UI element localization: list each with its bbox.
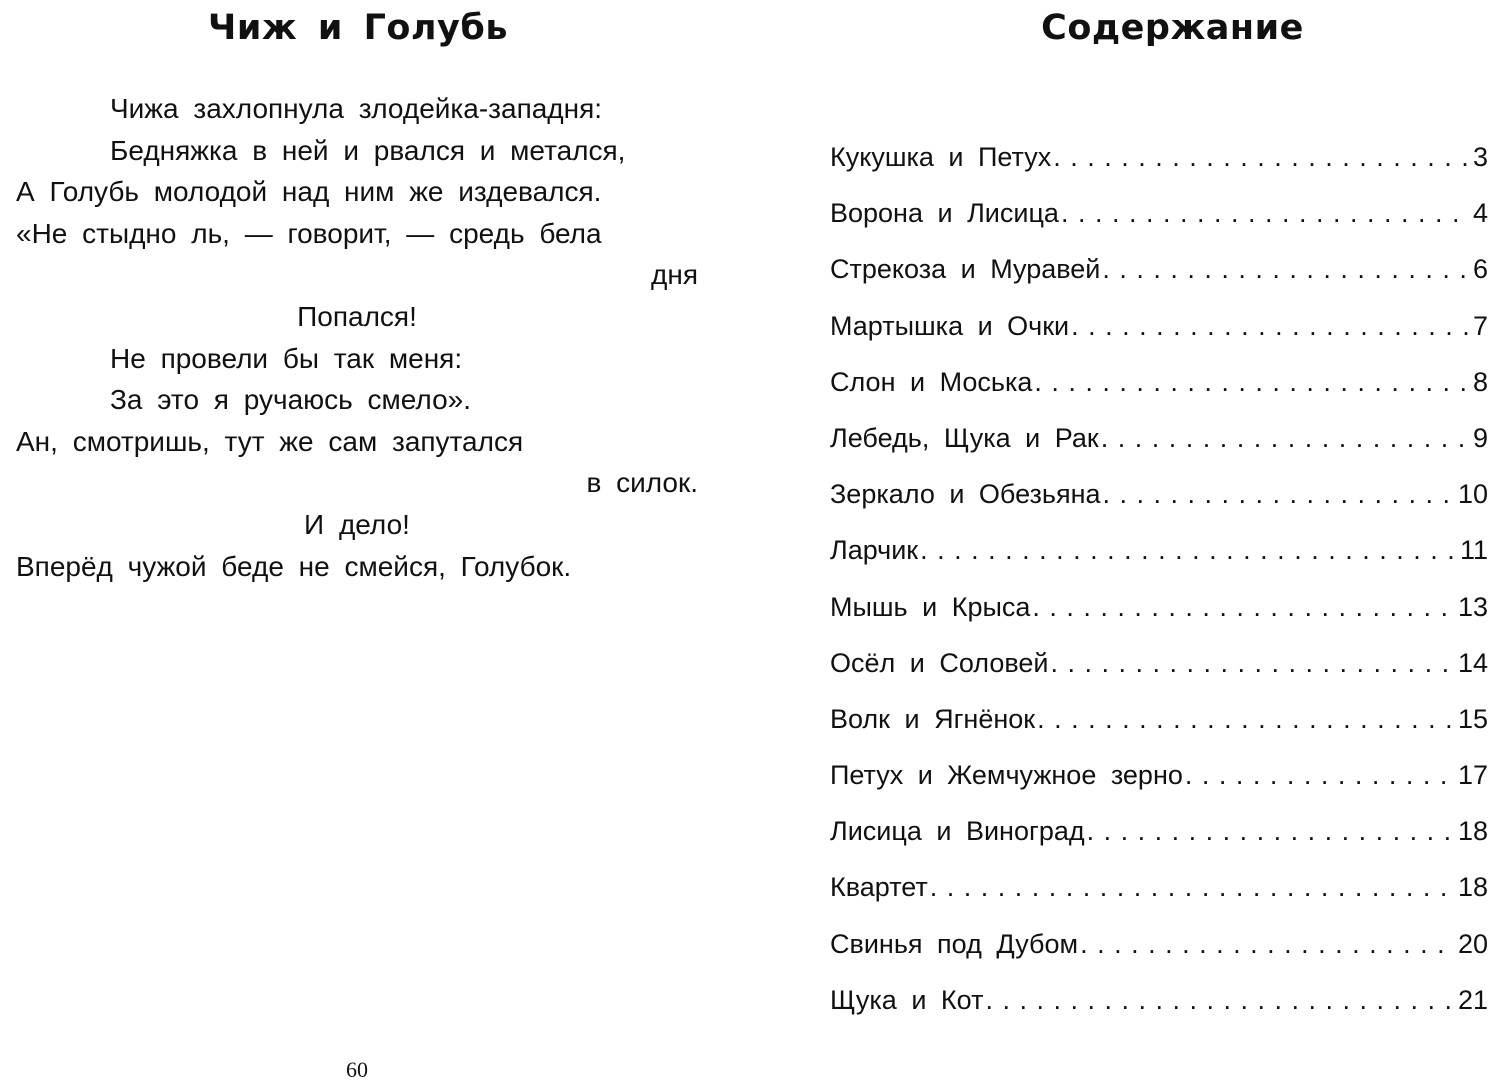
poem-line: За это я ручаюсь смело». <box>110 384 471 416</box>
toc-entry-title: Квартет <box>830 872 928 903</box>
toc-entry-page: 20 <box>1457 928 1488 959</box>
poem-line: Ан, смотришь, тут же сам запутался <box>16 425 524 457</box>
toc-entry-title: Щука и Кот <box>830 984 984 1015</box>
toc-entry[interactable] <box>830 529 1488 585</box>
toc-entry-title: Стрекоза и Муравей <box>830 254 1101 285</box>
toc-entry[interactable] <box>830 866 1488 922</box>
toc-entry-title: Зеркало и Обезьяна <box>830 479 1101 510</box>
toc-entry[interactable] <box>830 248 1488 304</box>
poem-line: в силок. <box>586 467 698 499</box>
toc-entry[interactable] <box>830 417 1488 473</box>
toc-entry-title: Ларчик <box>830 535 919 566</box>
page-number: 60 <box>346 1057 368 1082</box>
toc-entry-page: 17 <box>1457 760 1488 791</box>
toc-entry-page: 8 <box>1472 366 1488 397</box>
toc-entry-title: Петух и Жемчужное зерно <box>830 760 1183 791</box>
poem-line: Чижа захлопнула злодейка-западня: <box>110 93 603 124</box>
table-of-contents <box>830 136 1488 1035</box>
toc-entry-title: Слон и Моська <box>830 366 1033 397</box>
toc-entry-page: 18 <box>1457 872 1488 903</box>
toc-entry-page: 10 <box>1457 479 1488 510</box>
toc-entry[interactable] <box>830 192 1488 248</box>
toc-dot-leader <box>1185 754 1456 796</box>
poem-line: «Не стыдно ль, — говорит, — средь бела <box>16 217 602 249</box>
toc-dot-leader <box>1071 305 1471 347</box>
toc-entry[interactable] <box>830 305 1488 361</box>
toc-entry-title: Свинья под Дубом <box>830 928 1079 959</box>
toc-entry-page: 4 <box>1472 198 1488 229</box>
toc-entry[interactable] <box>830 754 1488 810</box>
toc-entry-page: 7 <box>1472 310 1488 341</box>
toc-entry-page: 14 <box>1457 647 1488 678</box>
poem-line: Бедняжка в ней и рвался и метался, <box>110 134 626 166</box>
toc-dot-leader <box>1080 923 1456 965</box>
toc-dot-leader <box>1051 642 1456 684</box>
toc-entry-title: Мышь и Крыса <box>830 591 1031 622</box>
poem-line: А Голубь молодой над ним же издевался. <box>16 176 602 208</box>
toc-entry-page: 6 <box>1472 254 1488 285</box>
toc-entry-title: Осёл и Соловей <box>830 647 1049 678</box>
toc-entry[interactable] <box>830 136 1488 192</box>
toc-entry-page: 13 <box>1457 591 1488 622</box>
toc-entry-title: Волк и Ягнёнок <box>830 703 1036 734</box>
right-page <box>760 0 1500 1092</box>
toc-entry-title: Кукушка и Петух <box>830 142 1052 172</box>
toc-entry[interactable] <box>830 810 1488 866</box>
poem-line: Не провели бы так меня: <box>110 342 463 374</box>
toc-entry-page: 11 <box>1459 535 1488 566</box>
toc-entry[interactable] <box>830 923 1488 979</box>
toc-entry[interactable] <box>830 642 1488 698</box>
poem-body <box>16 88 698 587</box>
toc-dot-leader <box>1087 810 1456 852</box>
toc-entry-page: 9 <box>1472 422 1488 453</box>
toc-dot-leader <box>920 529 1458 571</box>
toc-entry-page: 21 <box>1457 984 1488 1015</box>
toc-entry[interactable] <box>830 473 1488 529</box>
toc-dot-leader <box>1032 586 1456 628</box>
toc-dot-leader <box>1034 361 1471 403</box>
toc-dot-leader <box>1061 192 1471 234</box>
toc-entry-title: Ворона и Лисица <box>830 198 1059 229</box>
toc-dot-leader <box>1102 248 1471 290</box>
toc-entry[interactable] <box>830 586 1488 642</box>
toc-entry-page: 15 <box>1457 703 1488 734</box>
toc-entry-title: Мартышка и Очки <box>830 310 1070 341</box>
toc-entry[interactable] <box>830 979 1488 1035</box>
toc-dot-leader <box>1101 417 1471 459</box>
poem-line: И дело! <box>304 508 410 540</box>
toc-entry-page: 3 <box>1472 142 1488 172</box>
toc-dot-leader <box>985 979 1456 1021</box>
poem-line: Попался! <box>297 300 417 332</box>
poem-line: Вперёд чужой беде не смейся, Голубок. <box>16 550 572 582</box>
toc-dot-leader <box>1053 136 1471 178</box>
toc-dot-leader <box>1103 473 1456 515</box>
toc-dot-leader <box>1037 698 1456 740</box>
left-page <box>0 0 720 1092</box>
toc-dot-leader <box>930 866 1456 908</box>
poem-title: Чиж и Голубь <box>208 8 508 48</box>
poem-line: дня <box>651 259 698 291</box>
toc-entry-title: Лебедь, Щука и Рак <box>830 422 1099 453</box>
toc-entry-title: Лисица и Виноград <box>830 816 1085 847</box>
contents-title: Содержание <box>1041 8 1304 48</box>
toc-entry-page: 18 <box>1457 816 1488 847</box>
toc-entry[interactable] <box>830 698 1488 754</box>
toc-entry[interactable] <box>830 361 1488 417</box>
